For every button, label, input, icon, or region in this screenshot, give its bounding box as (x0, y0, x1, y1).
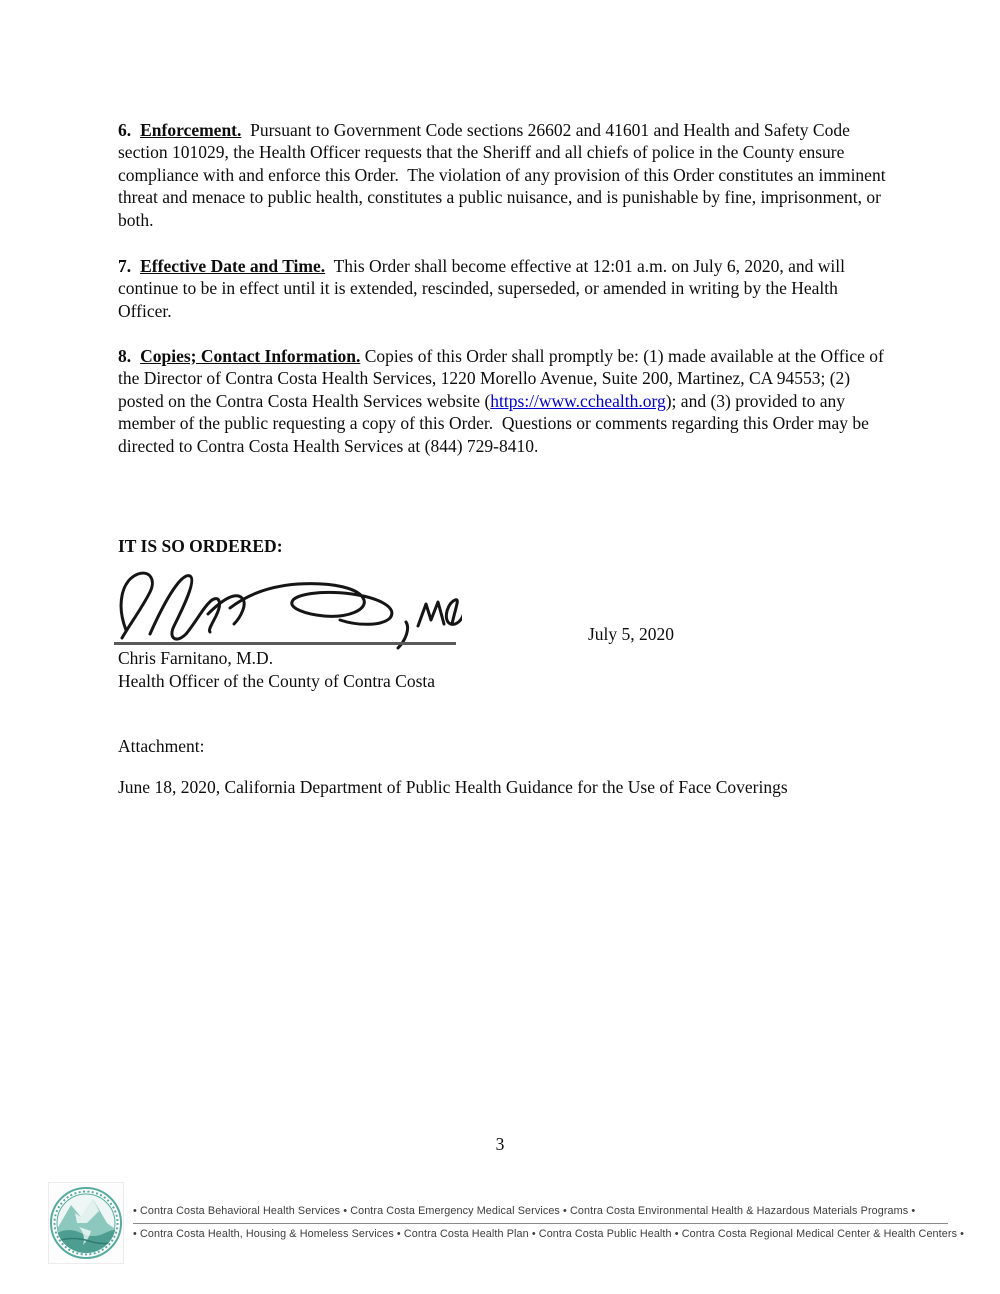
section-heading: Effective Date and Time. (140, 256, 326, 276)
section-effective-date (118, 255, 886, 322)
page-number: 3 (495, 1134, 505, 1154)
handwritten-signature (112, 564, 462, 650)
section-number: 7. (118, 256, 132, 276)
footer-divider (133, 1223, 948, 1224)
attachment-item: June 18, 2020, California Department of Public Health Guidance for the Use of Face Coverings (118, 777, 788, 797)
section-body: This Order shall become effective at 12:01 a.m. on July 6, 2020, and will continue to be in effect until it is extended, rescinded, superseded, or amended in writing by the Health Officer. (118, 256, 850, 321)
section-number: 8. (118, 346, 132, 366)
section-body-after-link: ); and (3) provided to any member of the public requesting a copy of this Order. Questions or comments regarding this Order may be directed to Contra Costa Health Services at (844) 729-8410. (118, 390, 874, 456)
attachment-label: Attachment: (118, 736, 205, 756)
signature-line (114, 642, 456, 645)
contra-costa-county-seal-icon (48, 1182, 124, 1264)
it-is-so-ordered-heading: IT IS SO ORDERED: (118, 536, 283, 556)
section-number: 6. (118, 120, 132, 140)
signer-name: Chris Farnitano, M.D. (118, 648, 274, 668)
cchealth-website-link[interactable]: https://www.cchealth.org (490, 390, 666, 411)
signature-date: July 5, 2020 (588, 624, 675, 644)
section-body: Pursuant to Government Code sections 26602 and 41601 and Health and Safety Code section 101029, the Health Officer requests that the Sheriff and all chiefs of police in the County ensure compliance with and enforce this Order. The violation of any provision of this Order constitutes an imminent threat and menace to public health, constitutes a public nuisance, and is punishable by fine, imprisonment, or both. (118, 120, 890, 230)
footer-services-line-2: • Contra Costa Health, Housing & Homeless Services • Contra Costa Health Plan • Contra Costa Public Health • Contra Costa Regional Medical Center & Health Centers • (133, 1228, 965, 1240)
section-heading: Copies; Contact Information. (140, 346, 361, 366)
section-enforcement (118, 119, 890, 231)
signer-title: Health Officer of the County of Contra Costa (118, 671, 436, 691)
footer-services-line-1: • Contra Costa Behavioral Health Services • Contra Costa Emergency Medical Services • Contra Costa Environmental Health & Hazardous Materials Programs • (133, 1205, 916, 1217)
section-body-before-link: Copies of this Order shall promptly be: (1) made available at the Office of the Director of Contra Costa Health Services, 1220 Morello Avenue, Suite 200, Martinez, CA 94553; (2) posted on the Contra Costa Health Services website ( (118, 346, 889, 411)
section-copies-contact (118, 345, 889, 457)
section-heading: Enforcement. (140, 120, 242, 140)
